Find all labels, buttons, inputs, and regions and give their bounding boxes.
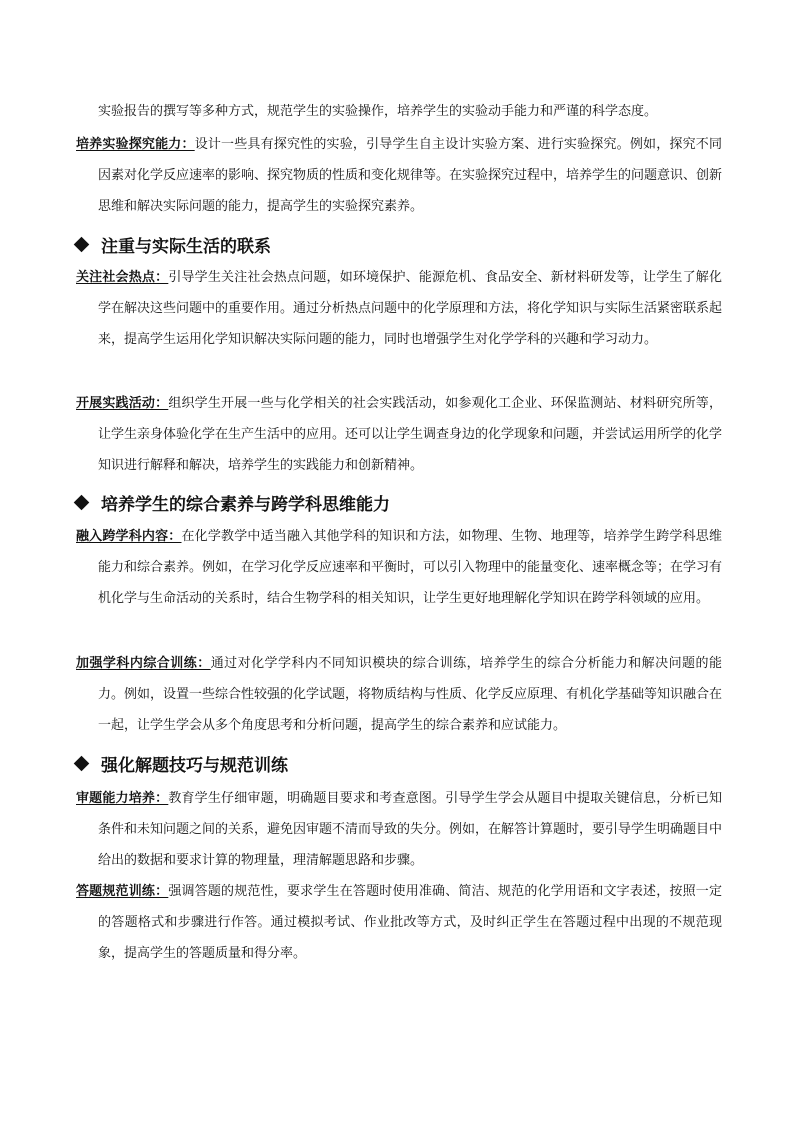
- paragraph-text: 实验报告的撰写等多种方式，规范学生的实验操作，培养学生的实验动手能力和严谨的科学态度。: [98, 104, 658, 119]
- item-term: 融入跨学科内容：: [76, 529, 182, 544]
- section-heading-text: 强化解题技巧与规范训练: [101, 756, 288, 776]
- item-term: 培养实验探究能力：: [76, 137, 195, 152]
- item-practice-activities: [76, 388, 722, 481]
- item-term: 审题能力培养：: [76, 791, 169, 806]
- item-social-hotspots: [76, 262, 722, 355]
- item-text: 强调答题的规范性，要求学生在答题时使用准确、简洁、规范的化学用语和文字表述，按照一定的答题格式和步骤进行作答。通过模拟考试、作业批改等方式，及时纠正学生在答题过程中出现的不规范现象，提高学生的答题质量和得分率。: [98, 884, 722, 961]
- item-text: 组织学生开展一些与化学相关的社会实践活动，如参观化工企业、环保监测站、材料研究所等，让学生亲身体验化学在生产生活中的应用。还可以让学生调查身边的化学现象和问题，并尝试运用所学的化学知识进行解释和解决，培养学生的实践能力和创新精神。: [98, 396, 723, 473]
- item-term: 关注社会热点：: [76, 270, 169, 285]
- item-cross-discipline: [76, 521, 722, 614]
- item-text: 通过对化学学科内不同知识模块的综合训练，培养学生的综合分析能力和解决问题的能力。例如，设置一些综合性较强的化学试题，将物质结构与性质、化学反应原理、有机化学基础等知识融合在一起，让学生学会从多个角度思考和分析问题，提高学生的综合素养和应试能力。: [98, 656, 723, 733]
- diamond-bullet-icon: [74, 756, 90, 772]
- item-text: 在化学教学中适当融入其他学科的知识和方法，如物理、生物、地理等，培养学生跨学科思维能力和综合素养。例如，在学习化学反应速率和平衡时，可以引入物理中的能量变化、速率概念等；在学习有机化学与生命活动的关系时，结合生物学科的相关知识，让学生更好地理解化学知识在跨学科领域的应用。: [98, 529, 723, 606]
- item-term: 开展实践活动：: [76, 396, 169, 411]
- item-text: 设计一些具有探究性的实验，引导学生自主设计实验方案、进行实验探究。例如，探究不同因素对化学反应速率的影响、探究物质的性质和变化规律等。在实验探究过程中，培养学生的问题意识、创新思维和解决实际问题的能力，提高学生的实验探究素养。: [98, 137, 723, 214]
- diamond-bullet-icon: [74, 495, 90, 511]
- intro-tail-paragraph: [76, 96, 722, 127]
- item-term: 加强学科内综合训练：: [76, 656, 211, 671]
- section-heading-text: 培养学生的综合素养与跨学科思维能力: [101, 495, 390, 515]
- section-heading-text: 注重与实际生活的联系: [101, 237, 271, 257]
- item-term: 答题规范训练：: [76, 884, 169, 899]
- section-heading-interdisciplinary: [74, 490, 390, 515]
- section-heading-problem-solving: [74, 751, 288, 776]
- item-in-discipline-training: [76, 648, 722, 741]
- section-heading-life: [74, 232, 271, 257]
- item-answer-norms: [76, 876, 722, 969]
- diamond-bullet-icon: [74, 237, 90, 253]
- item-text: 引导学生关注社会热点问题，如环境保护、能源危机、食品安全、新材料研发等，让学生了解化学在解决这些问题中的重要作用。通过分析热点问题中的化学原理和方法，将化学知识与实际生活紧密联系起来，提高学生运用化学知识解决实际问题的能力，同时也增强学生对化学学科的兴趣和学习动力。: [98, 270, 723, 347]
- item-experiment-inquiry: [76, 129, 722, 222]
- item-text: 教育学生仔细审题，明确题目要求和考查意图。引导学生学会从题目中提取关键信息，分析已知条件和未知问题之间的关系，避免因审题不清而导致的失分。例如，在解答计算题时，要引导学生明确题目中给出的数据和要求计算的物理量，理清解题思路和步骤。: [98, 791, 723, 868]
- item-question-reading: [76, 783, 722, 876]
